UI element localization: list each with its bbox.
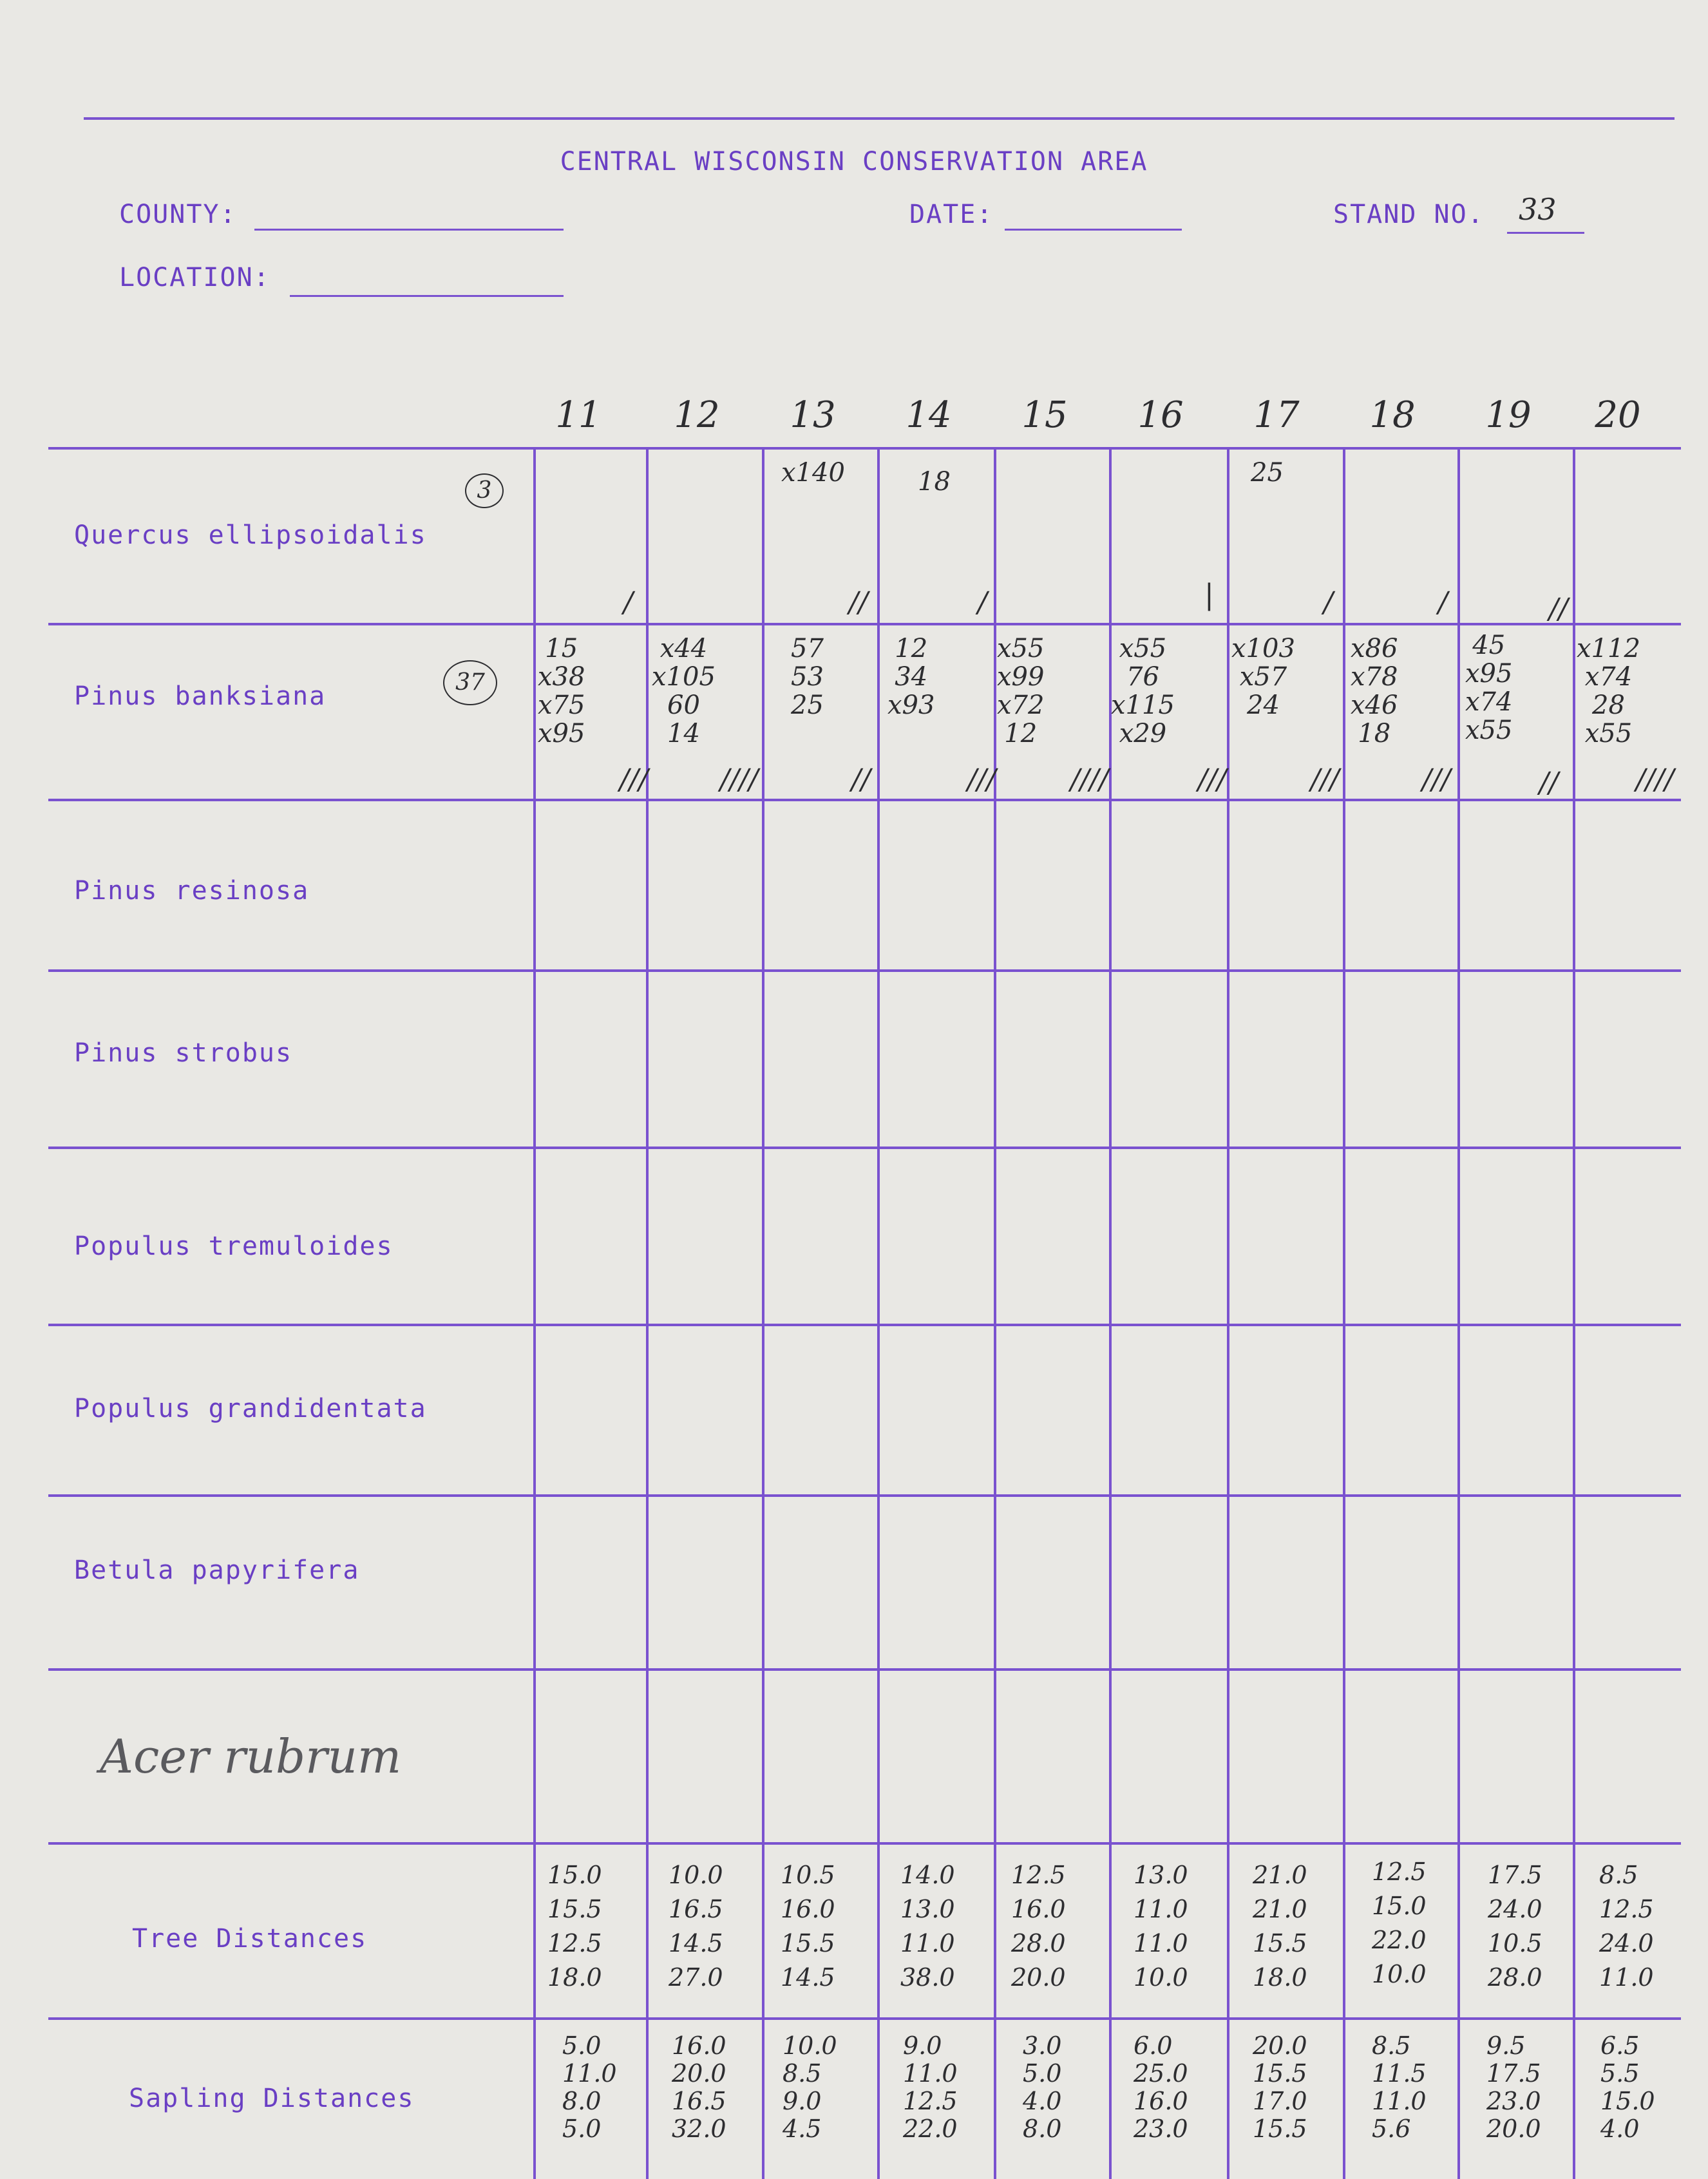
tally-mark: ////: [720, 763, 759, 796]
grid-line: [48, 1668, 1681, 1671]
diameter-entries: x44 x105 60 14: [652, 634, 716, 748]
diameter-entries: x112 x74 28 x55: [1577, 634, 1640, 748]
diameter-entries: 12 34 x93: [887, 634, 935, 720]
column-number: 12: [674, 394, 720, 436]
sapling-distance-values: 9.0 11.0 12.5 22.0: [903, 2032, 958, 2143]
stand-no-label: STAND NO.: [1333, 200, 1485, 229]
sapling-distance-values: 10.0 8.5 9.0 4.5: [783, 2032, 837, 2143]
tree-distance-values: 14.0 13.0 11.0 38.0: [900, 1861, 955, 1992]
tally-mark: /: [1324, 586, 1333, 619]
tree-distance-values: 12.5 15.0 22.0 10.0: [1372, 1858, 1427, 1988]
column-number: 19: [1485, 394, 1532, 436]
tally-mark: ////: [1636, 763, 1675, 796]
tally-mark: //: [851, 763, 871, 796]
tree-distance-values: 15.0 15.5 12.5 18.0: [547, 1861, 602, 1992]
tree-distance-values: 10.5 16.0 15.5 14.5: [781, 1861, 835, 1992]
diameter-entry: 25: [1251, 458, 1284, 488]
sapling-distance-values: 16.0 20.0 16.5 32.0: [672, 2032, 726, 2143]
tally-mark: |: [1204, 578, 1214, 611]
circled-count: 3: [465, 473, 504, 508]
county-field[interactable]: [254, 229, 564, 231]
tree-distance-values: 10.0 16.5 14.5 27.0: [669, 1861, 723, 1992]
grid-line: [1343, 447, 1345, 2179]
species-label: Betula papyrifera: [74, 1556, 360, 1585]
column-number: 18: [1369, 394, 1416, 436]
tree-distances-label: Tree Distances: [132, 1924, 368, 1954]
diameter-entries: x103 x57 24: [1231, 634, 1295, 720]
tally-mark: ///: [1198, 763, 1227, 796]
grid-line: [533, 447, 536, 2179]
column-number: 11: [555, 394, 602, 436]
column-number: 16: [1137, 394, 1184, 436]
column-number: 13: [790, 394, 836, 436]
species-label: Populus grandidentata: [74, 1394, 427, 1423]
diameter-entries: x86 x78 x46 18: [1351, 634, 1398, 748]
top-rule: [84, 117, 1675, 120]
tree-distance-values: 21.0 21.0 15.5 18.0: [1253, 1861, 1307, 1992]
diameter-entries: x55 x99 x72 12: [997, 634, 1045, 748]
date-field[interactable]: [1005, 229, 1182, 231]
sapling-distance-values: 6.5 5.5 15.0 4.0: [1600, 2032, 1655, 2143]
grid-line: [48, 1842, 1681, 1845]
species-label: Pinus resinosa: [74, 876, 310, 906]
stand-no-value: 33: [1519, 192, 1557, 227]
column-number: 14: [906, 394, 952, 436]
stand-no-field[interactable]: [1507, 232, 1584, 234]
grid-line: [48, 799, 1681, 801]
grid-line: [877, 447, 880, 2179]
tree-distance-values: 13.0 11.0 11.0 10.0: [1134, 1861, 1188, 1992]
county-label: COUNTY:: [119, 200, 237, 229]
sapling-distance-values: 5.0 11.0 8.0 5.0: [562, 2032, 617, 2143]
sapling-distances-label: Sapling Distances: [129, 2084, 415, 2113]
location-label: LOCATION:: [119, 263, 270, 292]
diameter-entries: 15 x38 x75 x95: [538, 634, 585, 748]
tally-mark: //: [1549, 593, 1568, 625]
species-label: Pinus banksiana: [74, 681, 327, 711]
diameter-entry: x140: [781, 458, 845, 488]
date-label: DATE:: [909, 200, 994, 229]
tally-mark: //: [1539, 766, 1559, 799]
grid-line: [48, 623, 1681, 625]
grid-line: [1457, 447, 1460, 2179]
sapling-distance-values: 6.0 25.0 16.0 23.0: [1134, 2032, 1188, 2143]
grid-line: [1227, 447, 1229, 2179]
grid-line: [48, 1494, 1681, 1497]
diameter-entry: 18: [918, 467, 951, 497]
species-label: Pinus strobus: [74, 1038, 293, 1068]
diameter-entries: 45 x95 x74 x55: [1465, 631, 1513, 745]
tally-mark: /: [978, 586, 987, 619]
sapling-distance-values: 3.0 5.0 4.0 8.0: [1023, 2032, 1062, 2143]
grid-line: [1573, 447, 1575, 2179]
column-number: 15: [1021, 394, 1068, 436]
species-label-handwritten: Acer rubrum: [100, 1729, 402, 1784]
circled-count: 37: [443, 660, 497, 705]
grid-line: [762, 447, 764, 2179]
tally-mark: /: [623, 586, 633, 619]
grid-line: [48, 447, 1681, 450]
grid-line: [48, 1147, 1681, 1149]
grid-line: [48, 1324, 1681, 1326]
location-field[interactable]: [290, 295, 564, 297]
grid-line: [646, 447, 649, 2179]
diameter-entries: x55 76 x115 x29: [1111, 634, 1175, 748]
tally-mark: ///: [620, 763, 649, 796]
form-title: CENTRAL WISCONSIN CONSERVATION AREA: [560, 147, 1148, 176]
column-number: 20: [1595, 394, 1641, 436]
column-number: 17: [1253, 394, 1300, 436]
tally-mark: ///: [967, 763, 996, 796]
species-label: Quercus ellipsoidalis: [74, 520, 427, 550]
tally-mark: ///: [1422, 763, 1451, 796]
tally-mark: ///: [1311, 763, 1340, 796]
tally-mark: //: [849, 586, 868, 619]
grid-line: [48, 969, 1681, 972]
tree-distance-values: 17.5 24.0 10.5 28.0: [1488, 1861, 1542, 1992]
diameter-entries: 57 53 25: [791, 634, 824, 720]
grid-line: [994, 447, 996, 2179]
sapling-distance-values: 9.5 17.5 23.0 20.0: [1486, 2032, 1541, 2143]
grid-line: [48, 2017, 1681, 2020]
sapling-distance-values: 8.5 11.5 11.0 5.6: [1372, 2032, 1427, 2143]
tree-distance-values: 8.5 12.5 24.0 11.0: [1599, 1861, 1654, 1992]
tally-mark: /: [1438, 586, 1448, 619]
species-label: Populus tremuloides: [74, 1232, 394, 1261]
sapling-distance-values: 20.0 15.5 17.0 15.5: [1253, 2032, 1307, 2143]
tree-distance-values: 12.5 16.0 28.0 20.0: [1011, 1861, 1066, 1992]
tally-mark: ////: [1070, 763, 1109, 796]
